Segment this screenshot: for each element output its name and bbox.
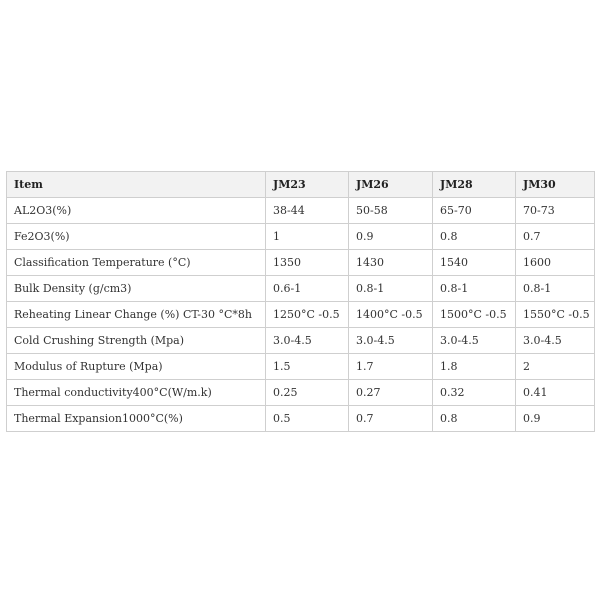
spec-table-container [6,171,594,432]
row-label: Thermal Expansion1000°C(%) [7,406,266,432]
cell-value: 1.5 [266,354,349,380]
cell-value: 1250°C -0.5 [266,302,349,328]
cell-value: 0.27 [349,380,433,406]
cell-value: 0.41 [516,380,595,406]
row-label: Modulus of Rupture (Mpa) [7,354,266,380]
header-jm28: JM28 [433,172,516,198]
cell-value: 3.0-4.5 [433,328,516,354]
header-item: Item [7,172,266,198]
cell-value: 0.7 [516,224,595,250]
cell-value: 1 [266,224,349,250]
cell-value: 1350 [266,250,349,276]
table-row [7,250,595,276]
cell-value: 38-44 [266,198,349,224]
cell-value: 0.8-1 [349,276,433,302]
cell-value: 0.6-1 [266,276,349,302]
cell-value: 0.25 [266,380,349,406]
cell-value: 0.8 [433,224,516,250]
table-row [7,406,595,432]
header-jm23: JM23 [266,172,349,198]
cell-value: 1400°C -0.5 [349,302,433,328]
cell-value: 1540 [433,250,516,276]
cell-value: 1600 [516,250,595,276]
cell-value: 3.0-4.5 [349,328,433,354]
row-label: Classification Temperature (°C) [7,250,266,276]
row-label: Thermal conductivity400°C(W/m.k) [7,380,266,406]
row-label: Bulk Density (g/cm3) [7,276,266,302]
cell-value: 3.0-4.5 [266,328,349,354]
row-label: AL2O3(%) [7,198,266,224]
cell-value: 0.32 [433,380,516,406]
cell-value: 1.8 [433,354,516,380]
cell-value: 1430 [349,250,433,276]
table-header-row [7,172,595,198]
row-label: Cold Crushing Strength (Mpa) [7,328,266,354]
table-row [7,198,595,224]
cell-value: 1550°C -0.5 [516,302,595,328]
table-row [7,224,595,250]
cell-value: 2 [516,354,595,380]
cell-value: 50-58 [349,198,433,224]
cell-value: 0.9 [516,406,595,432]
cell-value: 65-70 [433,198,516,224]
cell-value: 70-73 [516,198,595,224]
cell-value: 0.5 [266,406,349,432]
row-label: Reheating Linear Change (%) CT-30 °C*8h [7,302,266,328]
header-jm26: JM26 [349,172,433,198]
cell-value: 0.9 [349,224,433,250]
table-row [7,380,595,406]
spec-table [6,171,595,432]
row-label: Fe2O3(%) [7,224,266,250]
cell-value: 0.7 [349,406,433,432]
cell-value: 0.8 [433,406,516,432]
cell-value: 0.8-1 [433,276,516,302]
cell-value: 3.0-4.5 [516,328,595,354]
header-jm30: JM30 [516,172,595,198]
cell-value: 1.7 [349,354,433,380]
cell-value: 1500°C -0.5 [433,302,516,328]
table-row [7,328,595,354]
table-row [7,276,595,302]
cell-value: 0.8-1 [516,276,595,302]
table-row [7,354,595,380]
table-row [7,302,595,328]
